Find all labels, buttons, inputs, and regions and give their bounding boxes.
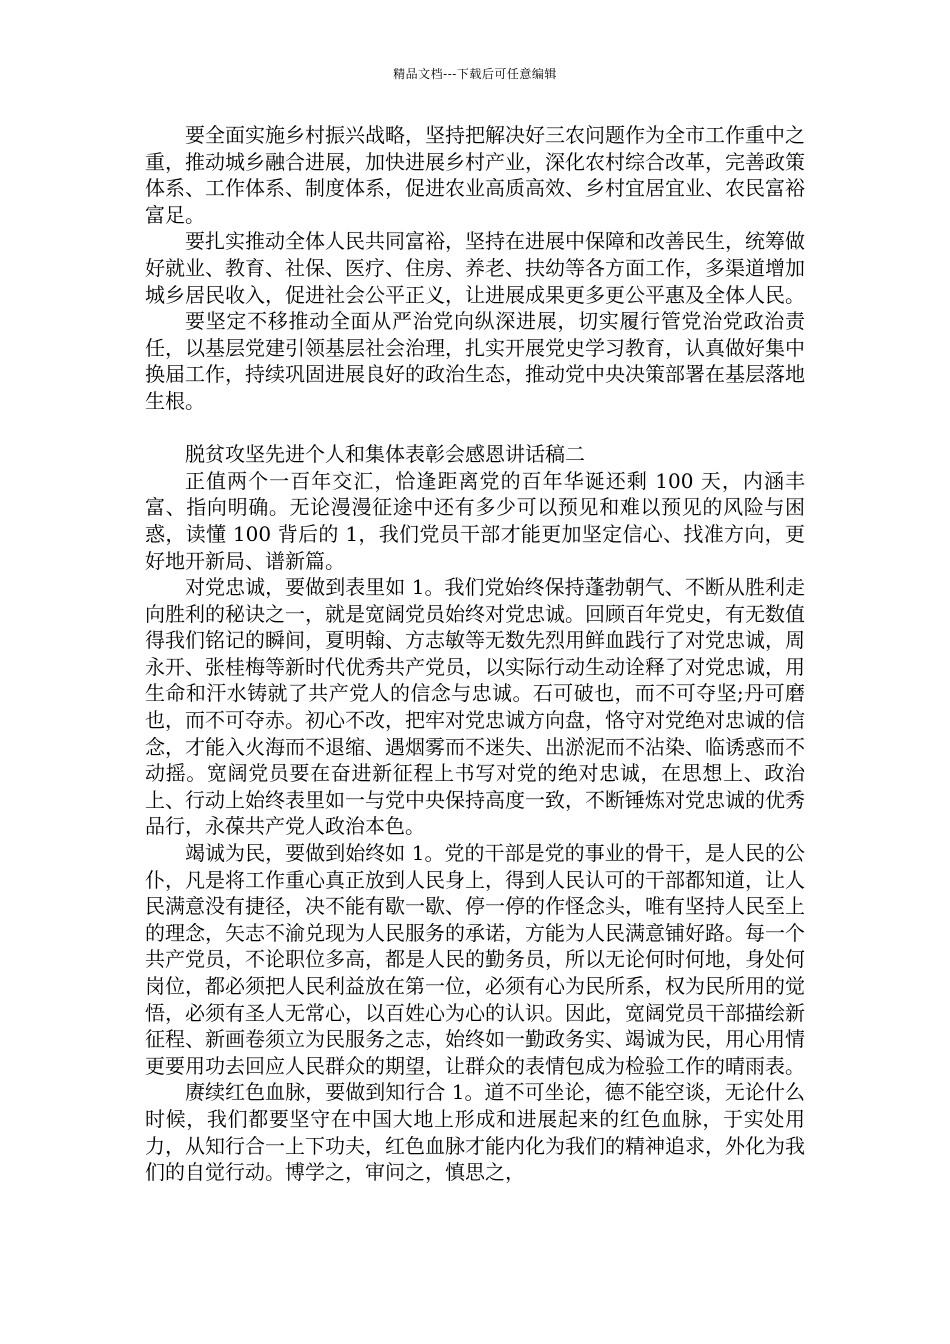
page-header: 精品文档---下载后可任意编辑 [393,67,557,81]
paragraph-serve-people: 竭诚为民，要做到始终如 1。党的干部是党的事业的骨干，是人民的公仆，凡是将工作重心真正放到人民身上，得到人民认可的干部都知道，让人民满意没有捷径，决不能有歇一歇、停一停的作怪念头，唯有坚持人民至上的理念，矢志不渝兑现为人民服务的承诺，方能为人民满意铺好路。每一个共产党员，不论职位多高，都是人民的勤务员，所以无论何时何地，身处何岗位，都必须把人民利益放在第一位，必须有心为民所系，权为民所用的觉悟，必须有圣人无常心，以百姓心为心的认识。因此，宽阔党员干部描绘新征程、新画卷须立为民服务之志，始终如一勤政务实、竭诚为民，用心用情更要用功去回应人民群众的期望，让群众的表情包成为检验工作的晴雨表。 [145,841,805,1078]
section-title: 脱贫攻坚先进个人和集体表彰会感恩讲话稿二 [185,442,585,467]
paragraph-loyalty: 对党忠诚，要做到表里如 1。我们党始终保持蓬勃朝气、不断从胜利走向胜利的秘诀之一，就是宽阔党员始终对党忠诚。回顾百年党史，有无数值得我们铭记的瞬间，夏明翰、方志敏等无数先烈用鲜血践行了对党忠诚，周永开、张桂梅等新时代优秀共产党员，以实际行动生动诠释了对党忠诚，用生命和汗水铸就了共产党人的信念与忠诚。石可破也，而不可夺坚;丹可磨也，而不可夺赤。初心不改，把牢对党忠诚方向盘，恪守对党绝对忠诚的信念，才能入火海而不退缩、遇烟雾而不迷失、出淤泥而不沾染、临诱惑而不动摇。宽阔党员要在奋进新征程上书写对党的绝对忠诚，在思想上、政治上、行动上始终表里如一与党中央保持高度一致，不断锤炼对党忠诚的优秀品行，永葆共产党人政治本色。 [145,575,805,839]
paragraph-intro-100-days: 正值两个一百年交汇，恰逢距离党的百年华诞还剩 100 天，内涵丰富、指向明确。无论漫漫征途中还有多少可以预见和难以预见的风险与困惑，读懂 100 背后的 1，我们党员干部才能更加坚定信心、找准方向，更好地开新局、谱新篇。 [145,468,805,573]
paragraph-red-bloodline: 赓续红色血脉，要做到知行合 1。道不可坐论，德不能空谈，无论什么时候，我们都要坚守在中国大地上形成和进展起来的红色血脉，于实处用力，从知行合一上下功夫，红色血脉才能内化为我们的精神追求，外化为我们的自觉行动。博学之，审问之，慎思之， [145,1080,805,1185]
section-spacer [145,415,805,442]
paragraph-rural-revitalization: 要全面实施乡村振兴战略，坚持把解决好三农问题作为全市工作重中之重，推动城乡融合进展，加快进展乡村产业，深化农村综合改革，完善政策体系、工作体系、制度体系，促进农业高质高效、乡村宜居宜业、农民富裕富足。 [145,123,805,227]
paragraph-common-prosperity: 要扎实推动全体人民共同富裕，坚持在进展中保障和改善民生，统筹做好就业、教育、社保、医疗、住房、养老、扶幼等各方面工作，多渠道增加城乡居民收入，促进社会公平正义，让进展成果更多更公平惠及全体人民。 [145,229,805,307]
document-body [145,122,805,1186]
paragraph-party-governance: 要坚定不移推动全面从严治党向纵深进展，切实履行管党治党政治责任，以基层党建引领基层社会治理，扎实开展党史学习教育，认真做好集中换届工作，持续巩固进展良好的政治生态，推动党中央决策部署在基层落地生根。 [145,309,805,413]
